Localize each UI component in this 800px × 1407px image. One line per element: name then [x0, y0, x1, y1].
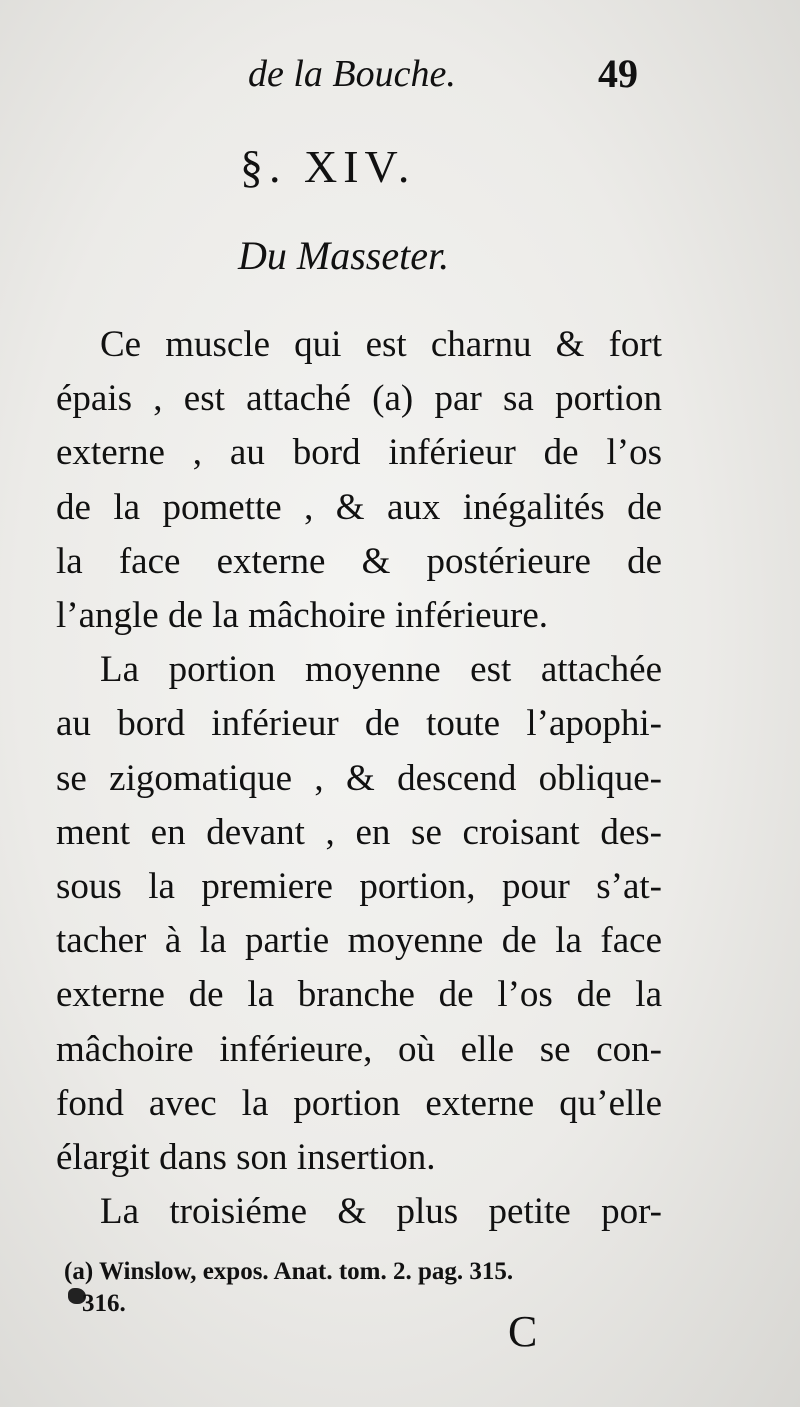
text-line: de la pomette , & aux inégalités de	[56, 486, 662, 528]
text-line: l’angle de la mâchoire inférieure.	[56, 595, 549, 637]
page-header	[0, 40, 800, 100]
text-line: fond avec la portion externe qu’elle	[56, 1082, 662, 1124]
text-line: tacher à la partie moyenne de la face	[56, 920, 662, 962]
text-line: externe , au bord inférieur de l’os	[56, 432, 662, 474]
signature-mark: C	[508, 1307, 538, 1356]
text-line: ment en devant , en se croisant des-	[56, 811, 662, 853]
text-line: au bord inférieur de toute l’apophi-	[56, 703, 662, 745]
text-line: La troisiéme & plus petite por-	[100, 1191, 662, 1233]
footnote-line: 316.	[82, 1290, 126, 1317]
text-line: élargit dans son insertion.	[56, 1137, 436, 1179]
section-number: §. XIV.	[240, 141, 416, 192]
text-line: La portion moyenne est attachée	[100, 649, 662, 691]
text-line: la face externe & postérieure de	[56, 540, 662, 582]
section-title: Du Masseter.	[238, 233, 450, 278]
running-head: de la Bouche.	[248, 53, 456, 95]
text-line: se zigomatique , & descend oblique-	[56, 757, 662, 799]
text-line: mâchoire inférieure, où elle se con-	[56, 1028, 662, 1070]
footnote	[64, 1256, 684, 1320]
text-line: épais , est attaché (a) par sa portion	[56, 378, 662, 420]
body-text	[56, 318, 662, 1239]
footnote-line: (a) Winslow, expos. Anat. tom. 2. pag. 315.	[64, 1258, 514, 1285]
page-number: 49	[598, 51, 638, 96]
text-line: sous la premiere portion, pour s’at-	[56, 866, 662, 908]
text-line: Ce muscle qui est charnu & fort	[100, 324, 662, 365]
text-line: externe de la branche de l’os de la	[56, 974, 662, 1016]
